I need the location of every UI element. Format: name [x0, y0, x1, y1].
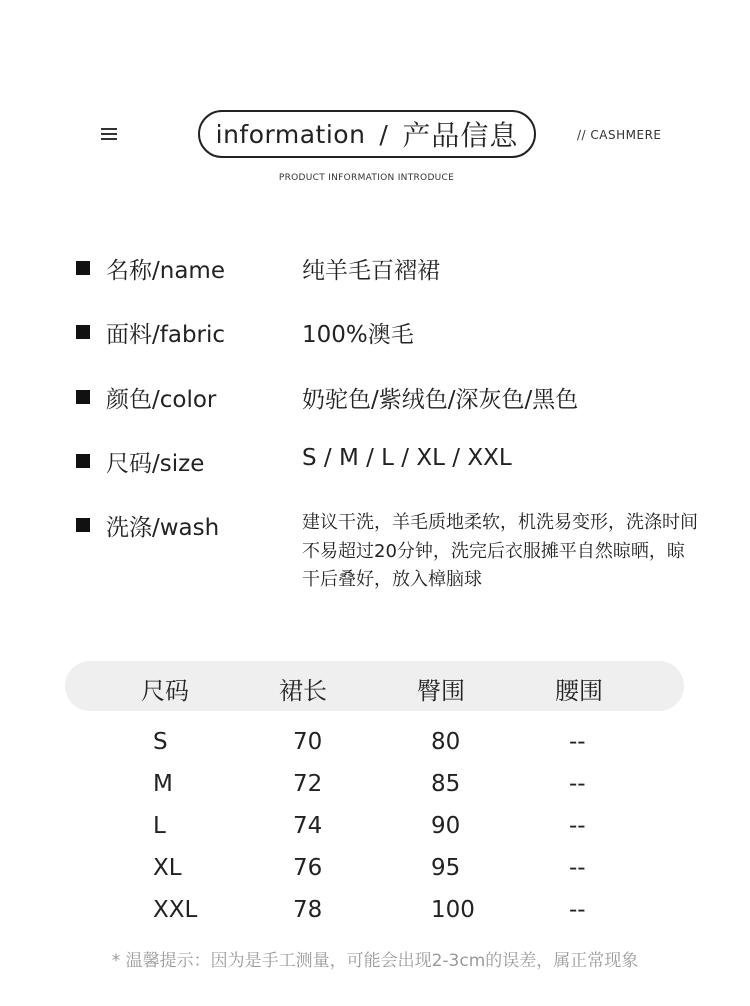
table-cell: S — [153, 729, 168, 755]
title-pill — [198, 110, 536, 158]
info-label: 颜色/color — [106, 387, 217, 413]
table-cell: L — [153, 813, 166, 839]
info-value: S / M / L / XL / XXL — [302, 445, 512, 471]
info-value: 奶驼色/紫绒色/深灰色/黑色 — [302, 387, 579, 413]
table-cell: 95 — [431, 855, 461, 881]
menu-icon[interactable] — [101, 128, 117, 142]
table-cell: 76 — [293, 855, 323, 881]
table-cell: 80 — [431, 729, 461, 755]
table-cell: -- — [569, 897, 586, 923]
info-value: 100%澳毛 — [302, 322, 414, 348]
table-header-hip: 臀围 — [417, 677, 465, 705]
table-header-size: 尺码 — [141, 677, 189, 705]
table-cell: 72 — [293, 771, 323, 797]
bullet-icon — [76, 518, 90, 532]
table-header-length: 裙长 — [279, 677, 327, 705]
info-label: 面料/fabric — [106, 322, 226, 348]
table-cell: XL — [153, 855, 182, 881]
table-header-waist: 腰围 — [555, 677, 603, 705]
info-label: 尺码/size — [106, 451, 205, 477]
table-cell: 70 — [293, 729, 323, 755]
table-cell: 90 — [431, 813, 461, 839]
table-cell: 78 — [293, 897, 323, 923]
table-cell: 100 — [431, 897, 475, 923]
bullet-icon — [76, 261, 90, 275]
bullet-icon — [76, 454, 90, 468]
table-cell: -- — [569, 855, 586, 881]
table-cell: 74 — [293, 813, 323, 839]
title-separator: / — [379, 119, 389, 149]
bullet-icon — [76, 325, 90, 339]
info-value: 纯羊毛百褶裙 — [302, 258, 440, 284]
table-cell: 85 — [431, 771, 461, 797]
page-subtitle: PRODUCT INFORMATION INTRODUCE — [278, 173, 455, 183]
table-cell: XXL — [153, 897, 198, 923]
info-value: 建议干洗，羊毛质地柔软，机洗易变形，洗涤时间不易超过20分钟，洗完后衣服摊平自然晾晒，晾干后叠好，放入樟脑球 — [302, 512, 698, 590]
info-label: 名称/name — [106, 258, 225, 284]
info-label: 洗涤/wash — [106, 515, 220, 541]
brand-label: // CASHMERE — [577, 128, 662, 142]
table-cell: -- — [569, 813, 586, 839]
footnote: * 温馨提示：因为是手工测量，可能会出现2-3cm的误差，属正常现象 — [111, 951, 639, 971]
table-cell: -- — [569, 771, 586, 797]
table-cell: M — [153, 771, 173, 797]
title-en: information — [215, 119, 366, 149]
table-cell: -- — [569, 729, 586, 755]
bullet-icon — [76, 390, 90, 404]
title-cn: 产品信息 — [402, 119, 519, 152]
